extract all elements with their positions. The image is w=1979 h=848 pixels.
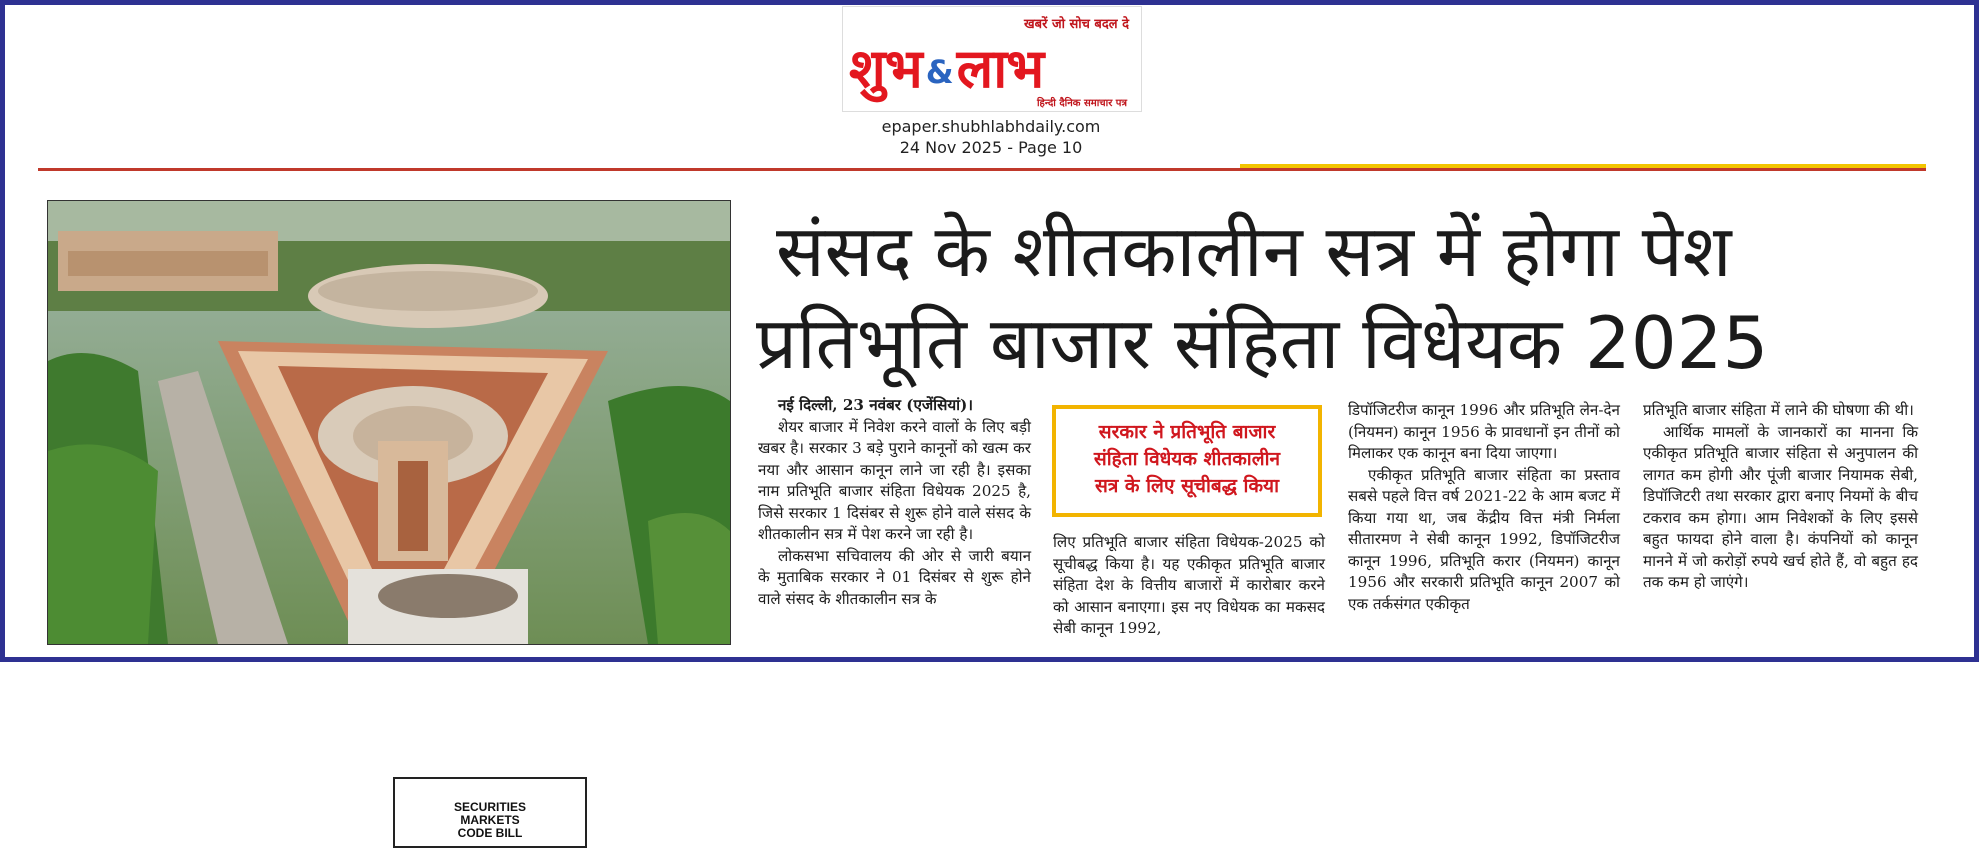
- pull-quote-line: संहिता विधेयक शीतकालीन: [1093, 448, 1281, 470]
- paragraph: शेयर बाजार में निवेश करने वालों के लिए बड़ी खबर है। सरकार 3 बड़े पुराने कानूनों को खत्म कर नया और आसान कानून लाने जा रही है। इसका नाम प्रतिभूति बाजार संहिता विधेयक 2025 है, जिसे सरकार 1 दिसंबर से शुरू होने वाले संसद के शीतकालीन सत्र में पेश करने जा रही है।: [758, 417, 1031, 543]
- ganesha-emblem-icon: &: [925, 53, 953, 92]
- paragraph: प्रतिभूति बाजार संहिता में लाने की घोषणा की थी।: [1643, 401, 1914, 419]
- headline-line-1: संसद के शीतकालीन सत्र में होगा पेश: [776, 209, 1732, 293]
- edition-date-page: 24 Nov 2025 - Page 10: [899, 138, 1083, 157]
- article-column-4: [1643, 400, 1918, 594]
- article-column-2: [1053, 532, 1325, 640]
- pull-quote-box: [1052, 405, 1322, 517]
- pull-quote-line: सरकार ने प्रतिभूति बाजार: [1098, 421, 1276, 443]
- dateline: नई दिल्ली, 23 नवंबर (एजेंसियां)।: [778, 396, 974, 414]
- headline-line-2: प्रतिभूति बाजार संहिता विधेयक 2025: [756, 301, 1769, 385]
- article-column-3: [1348, 400, 1620, 615]
- placard-line: CODE BILL: [457, 826, 523, 840]
- masthead-logo: [842, 6, 1142, 112]
- placard-line: SECURITIES: [453, 800, 526, 814]
- masthead-brand: [849, 29, 1043, 103]
- paragraph: लोकसभा सचिवालय की ओर से जारी बयान के मुताबिक सरकार ने 01 दिसंबर से शुरू होने वाले संसद के शीतकालीन सत्र के: [758, 546, 1031, 608]
- epaper-url: epaper.shubhlabhdaily.com: [881, 117, 1101, 136]
- article-column-1: [758, 395, 1031, 610]
- paragraph: डिपॉजिटरीज कानून 1996 और प्रतिभूति लेन-देन (नियमन) कानून 1956 के प्रावधानों इन तीनों को मिलाकर एक कानून बना दिया जाएगा।: [1348, 401, 1620, 462]
- placard-line: MARKETS: [460, 813, 520, 827]
- header-rule-accent: [1240, 164, 1926, 168]
- masthead-subtagline: हिन्दी दैनिक समाचार पत्र: [1036, 98, 1127, 109]
- masthead-tagline: खबरें जो सोच बदल दे: [1024, 17, 1129, 32]
- securities-markets-placard: [393, 777, 587, 848]
- parliament-photo: [47, 200, 731, 840]
- parliament-illustration: [48, 201, 730, 644]
- brand-word-right: लाभ: [956, 37, 1044, 100]
- article-headline: [756, 205, 1956, 389]
- header-rule: [38, 168, 1926, 171]
- paragraph: लिए प्रतिभूति बाजार संहिता विधेयक-2025 को सूचीबद्ध किया है। यह एकीकृत प्रतिभूति बाजार संहिता देश के वित्तीय बाजारों में कारोबार करने को आसान बनाएगा। इस नए विधेयक का मकसद सेबी कानून 1992,: [1053, 533, 1325, 637]
- paragraph: एकीकृत प्रतिभूति बाजार संहिता का प्रस्ताव सबसे पहले वित्त वर्ष 2021-22 के आम बजट में किया गया था, जब केंद्रीय वित्त मंत्री निर्मला सीतारमण ने सेबी कानून 1992, डिपॉजिटरीज कानून 1996, प्रतिभूति करार (नियमन) कानून 1956 और सरकारी प्रतिभूति कानून 2007 को एक तर्कसंगत एकीकृत: [1348, 465, 1620, 613]
- brand-word-left: शुभ: [849, 37, 922, 100]
- pull-quote-line: सत्र के लिए सूचीबद्ध किया: [1094, 475, 1279, 497]
- paragraph: आर्थिक मामलों के जानकारों का मानना कि एकीकृत प्रतिभूति बाजार संहिता से अनुपालन की लागत कम होगी और पूंजी बाजार नियामक सेबी, डिपॉजिटरी तथा सरकार द्वारा बनाए नियमों के बीच टकराव कम होगा। आम निवेशकों के लिए इससे बहुत फायदा होने वाला है। कंपनियों को कानून मानने में जो करोड़ों रुपये खर्च होते हैं, वो बहुत हद तक कम हो जाएंगे।: [1643, 422, 1918, 591]
